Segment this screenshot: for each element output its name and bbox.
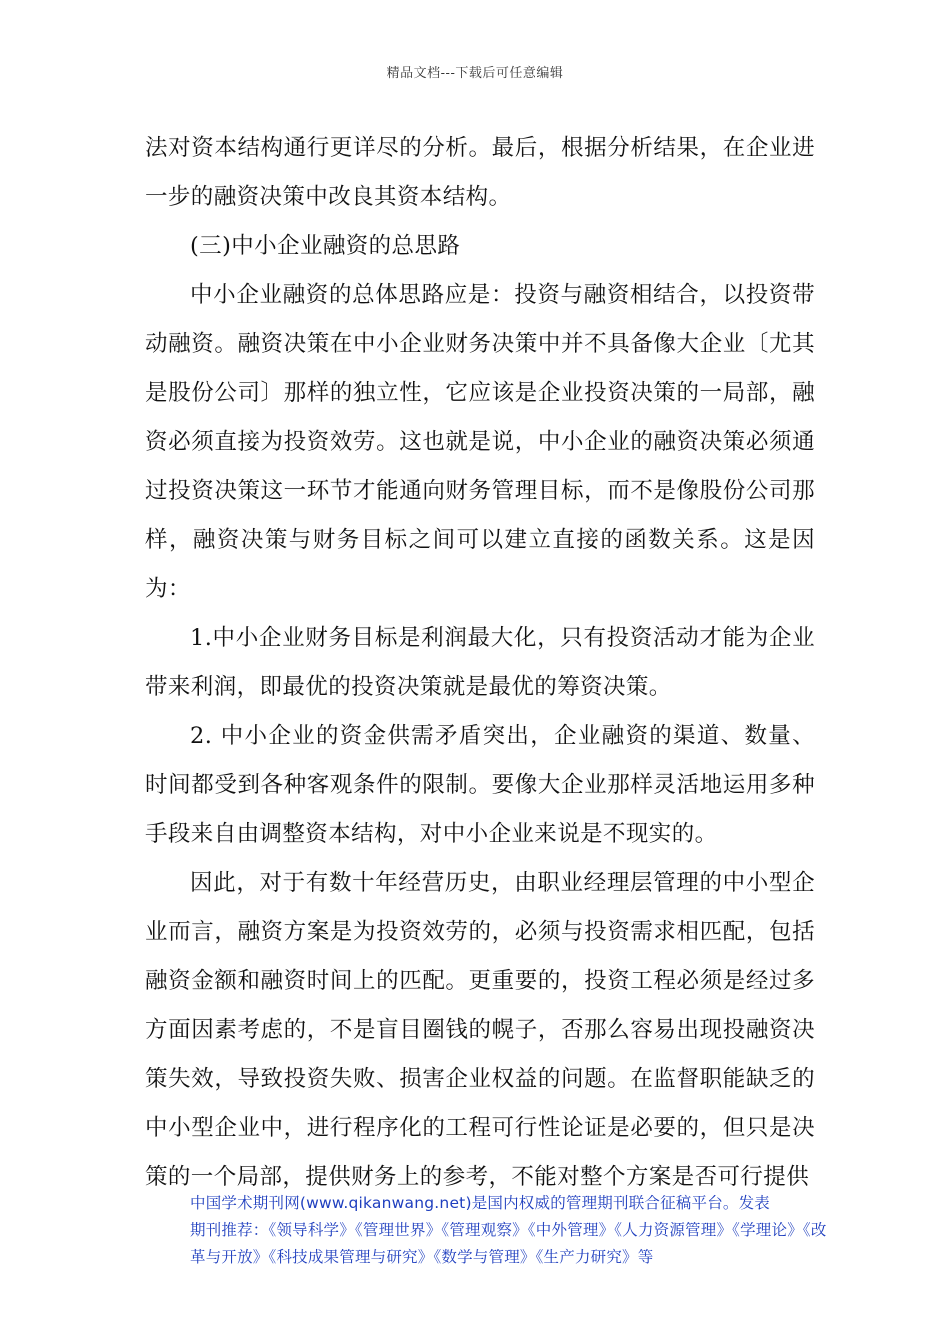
page-header: 精品文档---下载后可任意编辑 <box>386 66 564 81</box>
list-item-2: 2. 中小企业的资金供需矛盾突出，企业融资的渠道、数量、时间都受到各种客观条件的限制。要像大企业那样灵活地运用多种手段来自由调整资本结构，对中小企业来说是不现实的。 <box>145 723 815 847</box>
document-body <box>145 124 815 1202</box>
section-heading: (三)中小企业融资的总思路 <box>190 233 461 259</box>
body-paragraph: 因此，对于有数十年经营历史，由职业经理层管理的中小型企业而言，融资方案是为投资效劳的，必须与投资需求相匹配，包括融资金额和融资时间上的匹配。更重要的，投资工程必须是经过多方面因素考虑的，不是盲目圈钱的幌子，否那么容易出现投融资决策失效，导致投资失败、损害企业权益的问题。在监督职能缺乏的中小型企业中，进行程序化的工程可行性论证是必要的，但只是决策的一个局部，提供财务上的参考，不能对整个方案是否可行提供 <box>145 870 815 1190</box>
footer-line: 期刊推荐：《领导科学》《管理世界》《管理观察》《中外管理》《人力资源管理》《学理论》《改 <box>190 1221 827 1239</box>
body-paragraph: 中小企业融资的总体思路应是：投资与融资相结合，以投资带动融资。融资决策在中小企业财务决策中并不具备像大企业〔尤其是股份公司〕那样的独立性，它应该是企业投资决策的一局部，融资必须直接为投资效劳。这也就是说，中小企业的融资决策必须通过投资决策这一环节才能通向财务管理目标，而不是像股份公司那样，融资决策与财务目标之间可以建立直接的函数关系。这是因为： <box>145 282 815 602</box>
list-item-1: 1.中小企业财务目标是利润最大化，只有投资活动才能为企业带来利润，即最优的投资决策就是最优的筹资决策。 <box>145 625 815 700</box>
footer-line: 革与开放》《科技成果管理与研究》《数学与管理》《生产力研究》等 <box>190 1248 654 1266</box>
body-paragraph-continued: 法对资本结构通行更详尽的分析。最后，根据分析结果，在企业进一步的融资决策中改良其资本结构。 <box>145 135 815 210</box>
footer-line: 中国学术期刊网(www.qikanwang.net)是国内权威的管理期刊联合征稿平台。发表 <box>190 1194 771 1212</box>
footer-promo <box>190 1190 830 1271</box>
